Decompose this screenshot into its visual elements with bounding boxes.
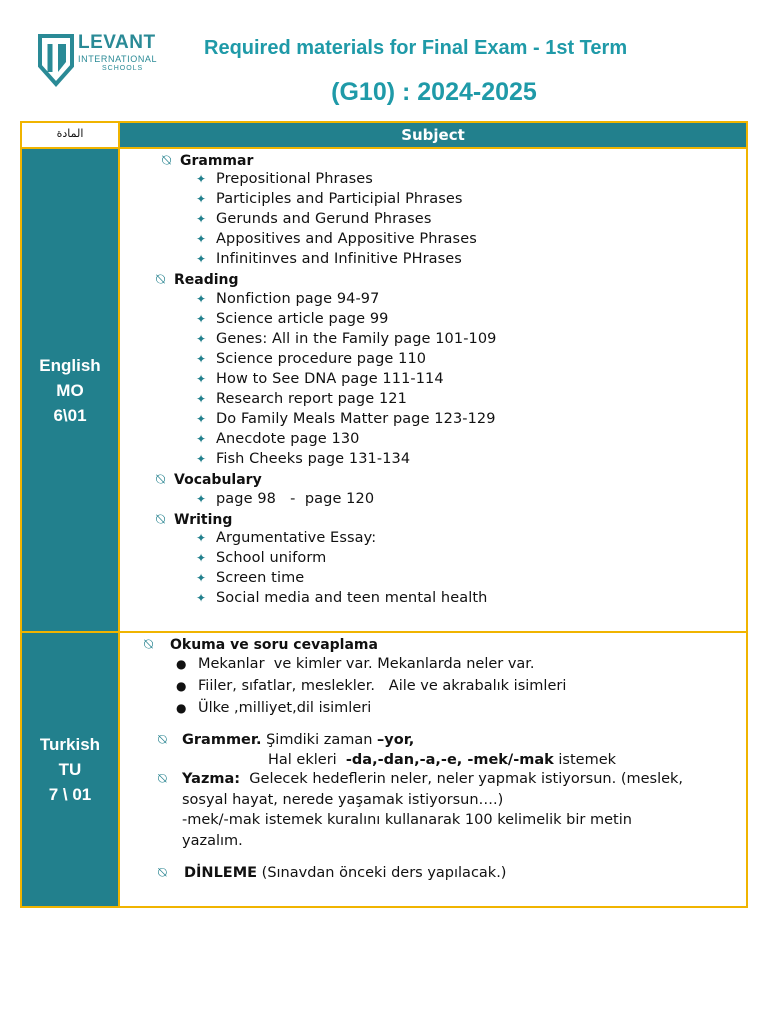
- leaf-icon: ⍉: [156, 510, 166, 528]
- english-section-grammar: ⍉ Grammar: [162, 151, 254, 169]
- turkish-writing-line1: ⍉ Yazma: Gelecek hedeflerin neler, neler yapmak istiyorsun. (meslek,: [158, 771, 684, 787]
- list-item: ✦ Infinitinves and Infinitive PHrases: [196, 251, 462, 267]
- list-item: ✦ Gerunds and Gerund Phrases: [196, 211, 432, 227]
- list-item: ✦ Do Family Meals Matter page 123-129: [196, 411, 496, 427]
- leaf-icon: ⍉: [156, 470, 166, 488]
- list-item: ✦ Nonfiction page 94-97: [196, 291, 380, 307]
- star-icon: ✦: [196, 232, 207, 246]
- list-item: ✦ Appositives and Appositive Phrases: [196, 231, 477, 247]
- english-content: [120, 149, 746, 633]
- page-subtitle: (G10) : 2024-2025: [331, 78, 537, 106]
- leaf-icon: ⍉: [158, 732, 167, 748]
- column-header-arabic: المادة: [22, 123, 120, 149]
- turkish-listening: ⍉ DİNLEME (Sınavdan önceki ders yapılacak.): [158, 865, 507, 881]
- materials-table: [20, 121, 748, 908]
- page-title: Required materials for Final Exam - 1st Term: [204, 37, 628, 59]
- star-icon: ✦: [196, 252, 207, 266]
- english-label-line1: English: [39, 355, 101, 375]
- leaf-icon: ⍉: [158, 865, 167, 881]
- turkish-grammar-line1: ⍉ Grammer. Şimdiki zaman –yor,: [158, 732, 415, 748]
- star-icon: ✦: [196, 591, 207, 605]
- logo-sub1: INTERNATIONAL: [78, 54, 158, 64]
- leaf-icon: ⍉: [158, 771, 167, 787]
- bullet-icon: ●: [176, 701, 187, 715]
- turkish-writing-line2: sosyal hayat, nerede yaşamak istiyorsun….): [182, 792, 504, 808]
- bullet-icon: ●: [176, 679, 187, 693]
- star-icon: ✦: [196, 492, 207, 506]
- star-icon: ✦: [196, 312, 207, 326]
- star-icon: ✦: [196, 212, 207, 226]
- list-item: ✦ Screen time: [196, 570, 305, 586]
- turkish-grammar-line2: Hal ekleri -da,-dan,-a,-e, -mek/-mak istemek: [268, 752, 617, 768]
- star-icon: ✦: [196, 412, 207, 426]
- list-item: ● Mekanlar ve kimler var. Mekanlarda neler var.: [176, 656, 535, 672]
- turkish-label-line1: Turkish: [39, 735, 101, 754]
- star-icon: ✦: [196, 372, 207, 386]
- star-icon: ✦: [196, 571, 207, 585]
- list-item: ✦ Anecdote page 130: [196, 431, 360, 447]
- column-header-subject: Subject: [120, 123, 746, 149]
- leaf-icon: ⍉: [156, 270, 166, 288]
- logo-sub2: SCHOOLS: [102, 65, 144, 72]
- list-item: ✦ Science procedure page 110: [196, 351, 427, 367]
- english-section-writing: ⍉ Writing: [156, 510, 233, 528]
- star-icon: ✦: [196, 531, 207, 545]
- turkish-content: [120, 633, 746, 906]
- star-icon: ✦: [196, 392, 207, 406]
- english-section-vocabulary: ⍉ Vocabulary: [156, 470, 262, 488]
- list-item: ✦ School uniform: [196, 550, 327, 566]
- list-item: ✦ Participles and Participial Phrases: [196, 191, 463, 207]
- logo-name: LEVANT: [78, 32, 156, 53]
- english-subject-label: [22, 149, 120, 633]
- list-item: ✦ Fish Cheeks page 131-134: [196, 451, 411, 467]
- turkish-writing-line3: -mek/-mak istemek kuralını kullanarak 100 kelimelik bir metin: [182, 812, 632, 828]
- turkish-section-reading: ⍉ Okuma ve soru cevaplama: [144, 635, 378, 653]
- leaf-icon: ⍉: [162, 151, 172, 169]
- english-label-line3: 6\01: [53, 405, 87, 425]
- english-section-reading: ⍉ Reading: [156, 270, 239, 288]
- list-item: ✦ How to See DNA page 111-114: [196, 371, 444, 387]
- star-icon: ✦: [196, 452, 207, 466]
- list-item: ✦ page 98 - page 120: [196, 491, 375, 507]
- leaf-icon: ⍉: [144, 635, 154, 653]
- english-label-line2: MO: [56, 380, 84, 400]
- star-icon: ✦: [196, 352, 207, 366]
- list-item: ✦ Argumentative Essay:: [196, 530, 377, 546]
- list-item: ✦ Prepositional Phrases: [196, 171, 373, 187]
- star-icon: ✦: [196, 192, 207, 206]
- list-item: ✦ Science article page 99: [196, 311, 389, 327]
- star-icon: ✦: [196, 551, 207, 565]
- bullet-icon: ●: [176, 657, 187, 671]
- list-item: ✦ Genes: All in the Family page 101-109: [196, 331, 497, 347]
- star-icon: ✦: [196, 172, 207, 186]
- star-icon: ✦: [196, 332, 207, 346]
- turkish-label-line3: 7 \ 01: [48, 785, 92, 804]
- turkish-label-line2: TU: [58, 760, 82, 779]
- turkish-subject-label: [22, 633, 120, 906]
- turkish-writing-line4: yazalım.: [182, 833, 243, 849]
- star-icon: ✦: [196, 292, 207, 306]
- list-item: ✦ Research report page 121: [196, 391, 407, 407]
- star-icon: ✦: [196, 432, 207, 446]
- list-item: ● Ülke ,milliyet,dil isimleri: [176, 700, 372, 716]
- list-item: ✦ Social media and teen mental health: [196, 590, 488, 606]
- list-item: ● Fiiler, sıfatlar, meslekler. Aile ve akrabalık isimleri: [176, 678, 567, 694]
